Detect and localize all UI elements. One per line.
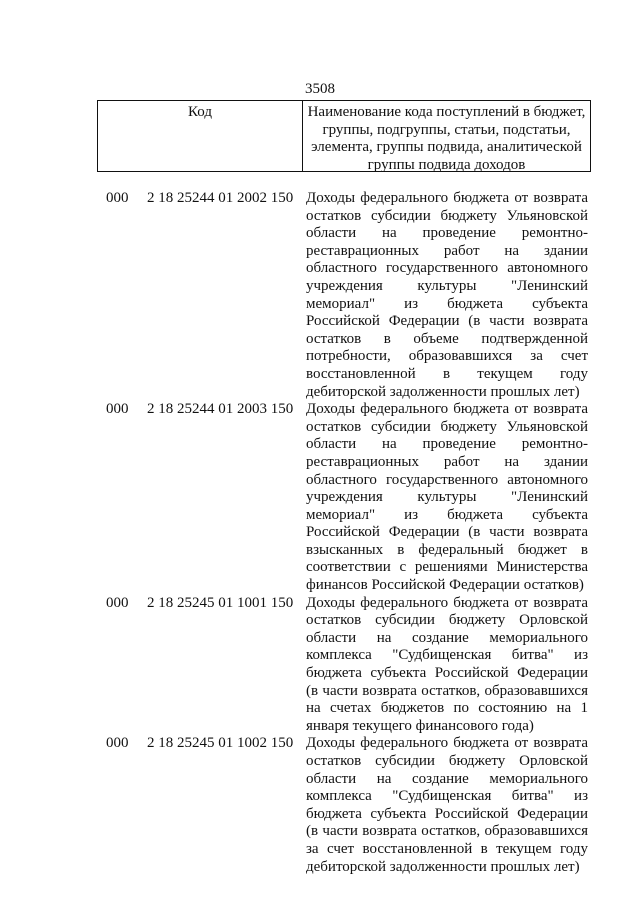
table-row — [0, 735, 640, 876]
income-code: 2 18 25245 01 1001 150 — [147, 594, 294, 611]
income-description: Доходы федерального бюджета от возврата остатков субсидии бюджету Ульяновской области на проведение ремонтно-реставрационных работ на здании областного государственного автономного учреждения культуры "Ленинский мемориал" из бюджета субъекта Российской Федерации (в части возврата остатков в объеме подтвержденной потребности, образовавшихся за счет восстановленной в текущем году дебиторской задолженности прошлых лет) — [306, 190, 588, 400]
income-code: 2 18 25244 01 2002 150 — [147, 190, 294, 206]
table-row — [0, 190, 640, 401]
table-row — [0, 401, 640, 595]
admin-code: 000 — [106, 594, 129, 611]
table-row — [0, 595, 640, 736]
income-description: Доходы федерального бюджета от возврата остатков субсидии бюджету Ульяновской области на проведение ремонтно-реставрационных работ на здании областного государственного автономного учреждения культуры "Ленинский мемориал" из бюджета субъекта Российской Федерации (в части возврата взысканных в федеральный бюджет в соответствии с решениями Министерства финансов Российской Федерации остатков) — [306, 401, 588, 594]
header-code-label: Код — [98, 101, 303, 171]
income-description: Доходы федерального бюджета от возврата остатков субсидии бюджету Орловской области на создание мемориального комплекса "Судбищенская битва" из бюджета субъекта Российской Федерации (в части возврата остатков, образовавшихся за счет восстановленной в текущем году дебиторской задолженности прошлых лет) — [306, 735, 588, 875]
admin-code: 000 — [106, 190, 129, 206]
income-code: 2 18 25245 01 1002 150 — [147, 735, 294, 752]
header-name-label: Наименование кода поступлений в бюджет, группы, подгруппы, статьи, подстатьи, элемента, группы подвида, аналитической группы подвида доходов — [307, 104, 586, 173]
income-code: 2 18 25244 01 2003 150 — [147, 401, 294, 418]
admin-code: 000 — [106, 401, 129, 418]
table-body — [0, 190, 640, 876]
table-header — [97, 100, 591, 172]
income-description: Доходы федерального бюджета от возврата остатков субсидии бюджету Орловской области на создание мемориального комплекса "Судбищенская битва" из бюджета субъекта Российской Федерации (в части возврата остатков, образовавшихся на счетах бюджетов по состоянию на 1 января текущего финансового года) — [306, 594, 588, 734]
page-number: 3508 — [305, 81, 335, 97]
admin-code: 000 — [106, 735, 129, 752]
